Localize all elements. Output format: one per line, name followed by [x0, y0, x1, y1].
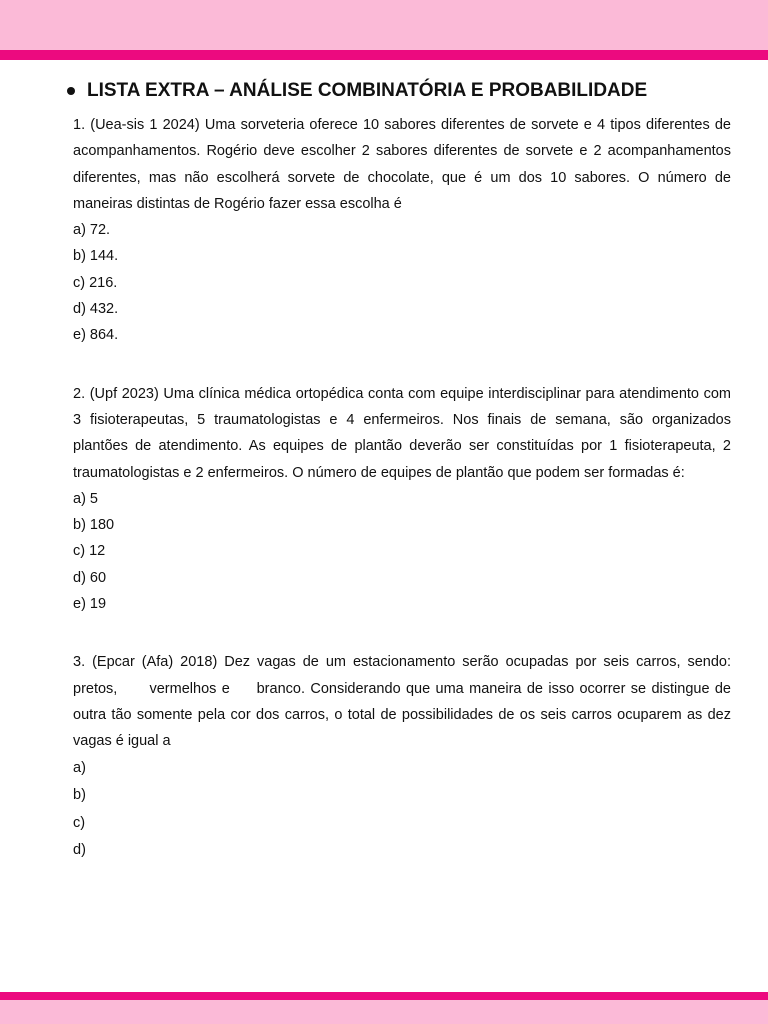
option-d: d) 432.: [73, 301, 119, 318]
question-2: [73, 381, 731, 618]
question-1: [73, 112, 731, 349]
option-b: b) 180: [73, 517, 115, 534]
answer-options: [73, 486, 731, 617]
option-b: b): [73, 787, 86, 804]
answer-options: [73, 217, 731, 348]
footer-band: [0, 1000, 768, 1024]
option-b: b) 144.: [73, 248, 119, 265]
worksheet: [73, 76, 736, 865]
question-text: 3. (Epcar (Afa) 2018) Dez vagas de um estacionamento serão ocupadas por seis carros, sendo: pretos, vermelhos e branco. Considerando que uma maneira de isso ocorrer se distingue de outra tão somente pela cor dos carros, o total de possibilidades de os seis carros ocuparem as dez vagas é igual a: [73, 654, 736, 750]
spacer: [73, 349, 731, 375]
answer-options: [73, 755, 731, 865]
title-row: [67, 76, 731, 106]
option-e: e) 864.: [73, 327, 119, 344]
question-3: [73, 649, 736, 864]
question-text: 2. (Upf 2023) Uma clínica médica ortopédica conta com equipe interdisciplinar para atendimento com 3 fisioterapeutas, 5 traumatologistas e 4 enfermeiros. Nos finais de semana, são organizados plantões de atendimento. As equipes de plantão deverão ser constituídas por 1 fisioterapeuta, 2 traumatologistas e 2 enfermeiros. O número de equipes de plantão que podem ser formadas é:: [73, 385, 731, 481]
spacer: [73, 617, 731, 643]
option-c: c) 12: [73, 543, 106, 560]
header-band: [0, 0, 768, 50]
option-d: d): [73, 842, 86, 859]
option-c: c) 216.: [73, 274, 118, 291]
bullet-icon: [67, 87, 75, 95]
header-accent-line: [0, 50, 768, 60]
option-a: a): [73, 759, 86, 776]
option-c: c): [73, 814, 86, 831]
option-a: a) 72.: [73, 222, 111, 239]
option-d: d) 60: [73, 569, 107, 586]
option-e: e) 19: [73, 596, 107, 613]
page-title: LISTA EXTRA – ANÁLISE COMBINATÓRIA E PROBABILIDADE: [87, 80, 648, 101]
footer-accent-line: [0, 992, 768, 1000]
question-text: 1. (Uea-sis 1 2024) Uma sorveteria oferece 10 sabores diferentes de sorvete e 4 tipos diferentes de acompanhamentos. Rogério deve escolher 2 sabores diferentes de sorvete e 2 acompanhamentos diferentes, mas não escolherá sorvete de chocolate, que é um dos 10 sabores. O número de maneiras distintas de Rogério fazer essa escolha é: [73, 117, 731, 212]
option-a: a) 5: [73, 490, 98, 507]
